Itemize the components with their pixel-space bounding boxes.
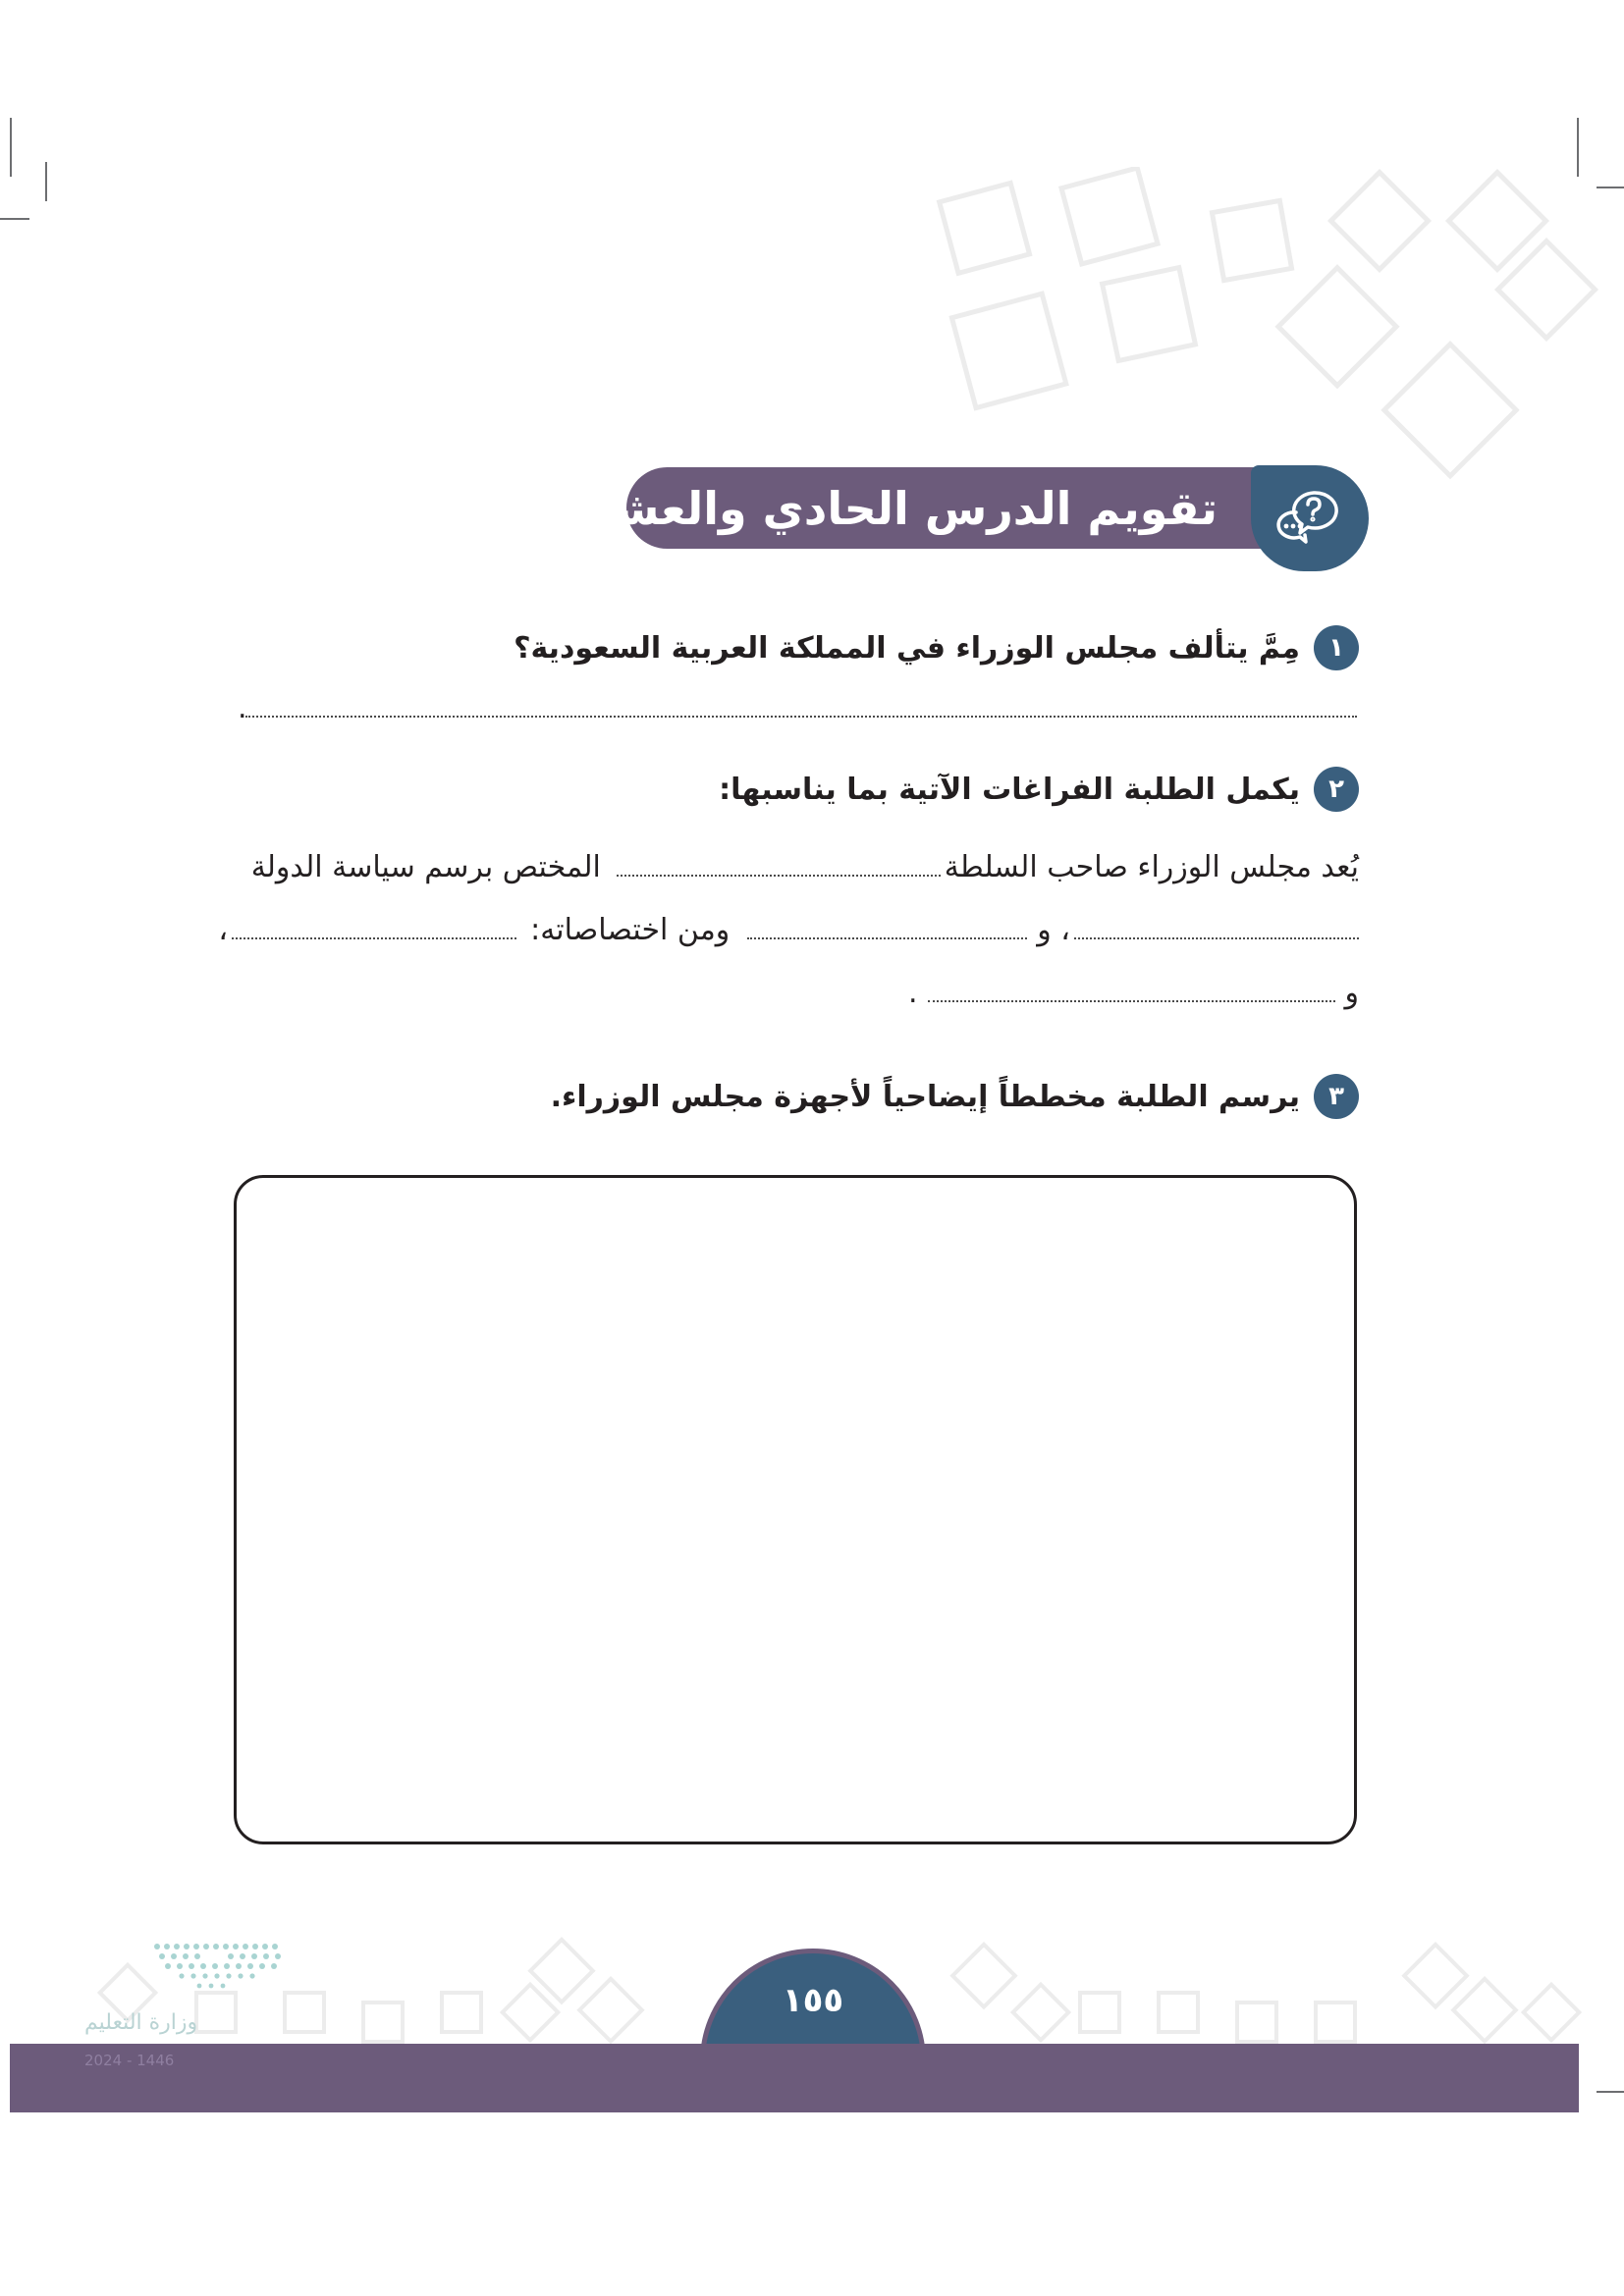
decorative-pattern	[923, 167, 1610, 491]
fill-in-text: ومن اختصاصاته:	[530, 913, 731, 947]
question-text: يرسم الطلبة مخططاً إيضاحياً لأجهزة مجلس الوزراء.	[550, 1079, 1300, 1114]
fill-in-blank[interactable]	[617, 875, 941, 877]
answer-line-end: .	[238, 691, 247, 725]
fill-in-blank[interactable]	[928, 1000, 1335, 1002]
header-badge	[1251, 465, 1369, 571]
ministry-year: 2024 - 1446	[84, 2052, 175, 2069]
fill-in-line-2	[218, 913, 1359, 947]
page-title: تقويم الدرس الحادي والعشرين	[528, 481, 1218, 535]
fill-in-blank[interactable]	[1074, 937, 1359, 939]
question-number: ٣	[1314, 1074, 1359, 1119]
question-number: ٢	[1314, 767, 1359, 812]
fill-in-line-1	[251, 850, 1359, 884]
fill-in-text: ، و	[1037, 913, 1070, 947]
question-3	[551, 1074, 1359, 1119]
question-2	[719, 767, 1359, 812]
question-1	[514, 625, 1359, 670]
footer-background	[0, 2112, 1624, 2296]
fill-in-text: يُعد مجلس الوزراء صاحب السلطة	[944, 850, 1359, 884]
fill-in-text: .	[907, 976, 918, 1010]
ministry-name: وزارة التعليم	[84, 2010, 198, 2035]
fill-in-text: ،	[218, 913, 229, 947]
answer-line[interactable]	[245, 702, 1357, 718]
fill-in-text: المختص برسم سياسة الدولة	[250, 850, 601, 884]
crop-mark	[1597, 187, 1624, 188]
fill-in-blank[interactable]	[232, 937, 516, 939]
diagram-drawing-area[interactable]	[234, 1175, 1357, 1844]
fill-in-line-3	[908, 976, 1359, 1010]
header-banner	[528, 467, 1294, 549]
crop-mark	[1597, 2091, 1624, 2093]
question-number: ١	[1314, 625, 1359, 670]
fill-in-blank[interactable]	[747, 937, 1027, 939]
question-text: مِمَّ يتألف مجلس الوزراء في المملكة العربية السعودية؟	[514, 630, 1300, 666]
crop-mark	[1577, 118, 1579, 177]
question-speech-bubble-icon	[1274, 487, 1345, 550]
crop-mark	[45, 162, 47, 201]
question-text: يكمل الطلبة الفراغات الآتية بما يناسبها:	[719, 772, 1300, 807]
fill-in-text: و	[1344, 976, 1359, 1010]
crop-mark	[10, 118, 12, 177]
page-number: ١٥٥	[782, 1981, 844, 2020]
crop-mark	[0, 218, 29, 220]
